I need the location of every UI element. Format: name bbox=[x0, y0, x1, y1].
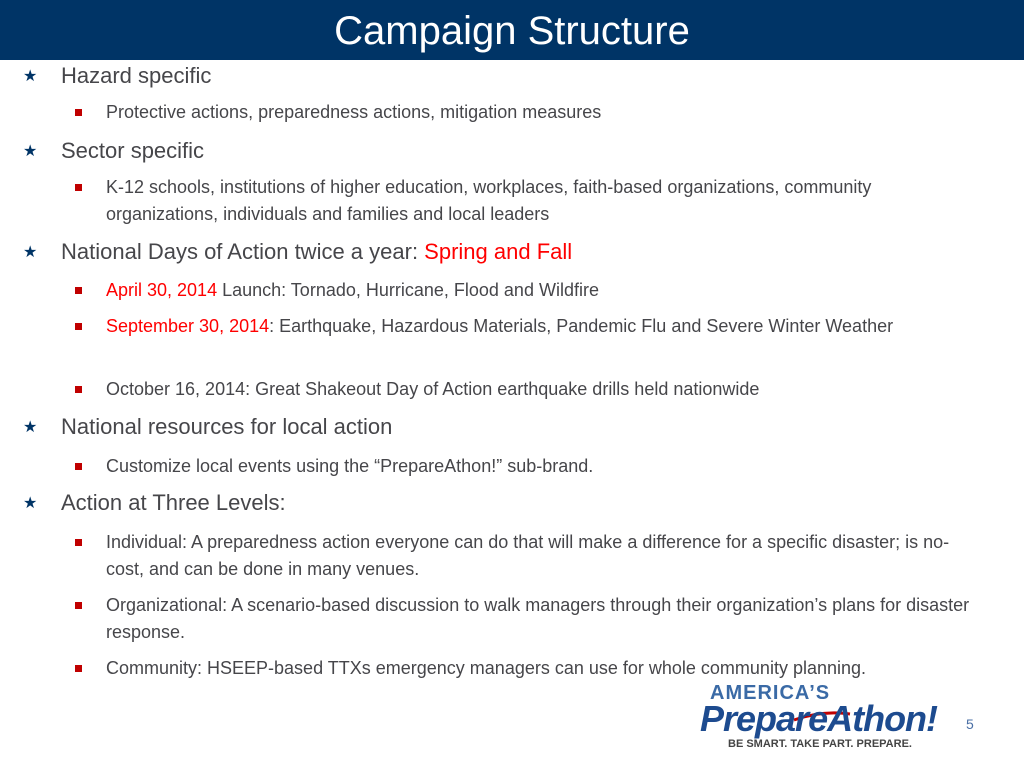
square-bullet-icon bbox=[75, 602, 82, 609]
bullet-sector-specific: ★ Sector specific bbox=[61, 137, 204, 165]
page-number: 5 bbox=[966, 716, 974, 732]
sub-bullet-community: Community: HSEEP-based TTXs emergency managers can use for whole community planning. bbox=[106, 655, 976, 682]
sub-bullet-october: October 16, 2014: Great Shakeout Day of Action earthquake drills held nationwide bbox=[106, 376, 986, 403]
bullet-three-levels: ★ Action at Three Levels: bbox=[61, 489, 286, 517]
star-bullet-icon: ★ bbox=[23, 143, 38, 160]
sub-bullet-protective-actions: Protective actions, preparedness actions, mitigation measures bbox=[106, 99, 986, 126]
slide-title: Campaign Structure bbox=[334, 9, 690, 53]
bullet-national-resources: ★ National resources for local action bbox=[61, 413, 392, 441]
star-bullet-icon: ★ bbox=[23, 419, 38, 436]
star-bullet-icon: ★ bbox=[23, 68, 38, 85]
star-bullet-icon: ★ bbox=[23, 495, 38, 512]
sub-bullet-customize: Customize local events using the “PrepareAthon!” sub-brand. bbox=[106, 453, 986, 480]
square-bullet-icon bbox=[75, 109, 82, 116]
sub-bullet-organizational: Organizational: A scenario-based discussion to walk managers through their organization’s plans for disaster response. bbox=[106, 592, 986, 646]
sub-bullet-september: September 30, 2014: Earthquake, Hazardous Materials, Pandemic Flu and Severe Winter Weather bbox=[106, 313, 986, 340]
bullet-hazard-specific: ★ Hazard specific bbox=[61, 62, 211, 90]
square-bullet-icon bbox=[75, 539, 82, 546]
title-bar bbox=[0, 0, 1024, 60]
sub-bullet-april-launch: April 30, 2014 Launch: Tornado, Hurricane, Flood and Wildfire bbox=[106, 277, 986, 304]
square-bullet-icon bbox=[75, 665, 82, 672]
square-bullet-icon bbox=[75, 463, 82, 470]
bullet-national-days: ★ National Days of Action twice a year: Spring and Fall bbox=[61, 238, 572, 266]
square-bullet-icon bbox=[75, 287, 82, 294]
square-bullet-icon bbox=[75, 386, 82, 393]
square-bullet-icon bbox=[75, 184, 82, 191]
square-bullet-icon bbox=[75, 323, 82, 330]
sub-bullet-sectors: K-12 schools, institutions of higher education, workplaces, faith-based organizations, community organizations, individuals and families and local leaders bbox=[106, 174, 986, 228]
prepareathon-logo: AMERICA’S PrepareAthon! BE SMART. TAKE PART. PREPARE. bbox=[700, 682, 938, 750]
sub-bullet-individual: Individual: A preparedness action everyone can do that will make a difference for a specific disaster; is no-cost, and can be done in many venues. bbox=[106, 529, 986, 583]
star-bullet-icon: ★ bbox=[23, 244, 38, 261]
